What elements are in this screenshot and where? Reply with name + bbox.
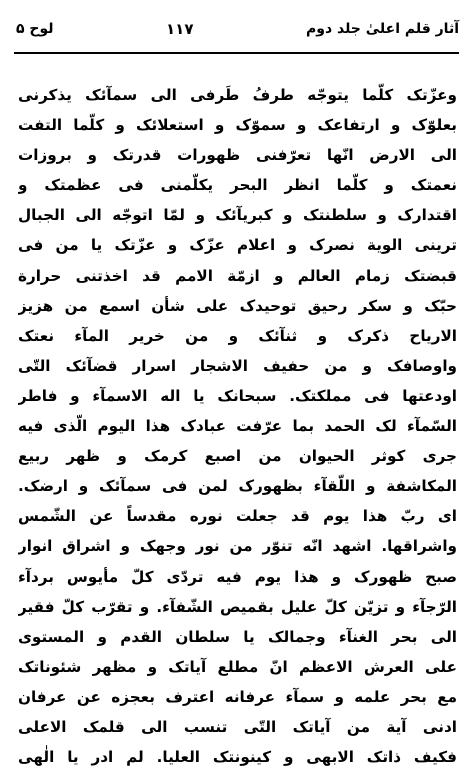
text-line: فکیف ذاتک الابهی و کینونتک العلیا. لم ادر یا الٰهی — [18, 748, 457, 767]
page-number: ۱۱۷ — [166, 20, 194, 38]
page-header — [16, 12, 459, 46]
text-line: حبّک و سکر رحیق توحیدک علی شأن اسمع من هزیز — [18, 296, 457, 315]
text-line: الی الارض انّها تعرّفنی ظهورات قدرتک و بروزات — [18, 146, 457, 165]
text-line: ادنی آیة من آیاتک التّی تنسب الی قلمک الاعلی — [18, 717, 457, 736]
text-line: علی العرش الاعظم انّ مطلع آیاتک و مظهر شئوناتک — [18, 657, 457, 676]
body-text — [18, 80, 457, 772]
text-line: واشراقها. اشهد انّه تنوّر من نور وجهک و اشراق انوار — [18, 537, 457, 556]
text-line: نعمتک و کلّما انظر البحر یکلّمنی فی عظمتک و — [18, 176, 457, 195]
header-rule — [14, 52, 459, 54]
text-line: السّمآء لک الحمد بما عرّفت عبادک هذا الیوم الّذی فیه — [18, 417, 457, 436]
text-line: اقتدارک و سلطنتک و کبریآئک و لمّا اتوجّه الی الجبال — [18, 206, 457, 225]
text-line: ترینی الویة نصرک و اعلام عزّک و عزّتک یا من فی — [18, 236, 457, 255]
tablet-label: لوح ۵ — [16, 21, 54, 37]
text-line: بعلوّک و ارتفاعک و سموّک و استعلائک و کلّما التفت — [18, 116, 457, 135]
text-line: الارياح ذکرک و ثنآئک و من خریر المآء نعتک — [18, 326, 457, 345]
text-line: وعزّتک کلّما یتوجّه طرفُ طَرفی الی سمآئک یذکرنی — [18, 86, 457, 104]
text-line: الی بحر الغنآء وجمالک یا سلطان القدم و المستوی — [18, 627, 457, 646]
text-line: قبضتک زمام العالم و ازمّة الامم قد اخذتنی حرارة — [18, 266, 457, 285]
book-title: آثار قلم اعلیٰ جلد دوم — [305, 21, 459, 37]
text-line: صبح ظهورک و هذا یوم فیه تردّی کلّ مأیوس بردآء — [18, 567, 457, 586]
text-line: واوصافک و من حفیف الاشجار اسرار قضآئک التّی — [18, 356, 457, 375]
text-line: الرّجآء و تزیّن کلّ علیل بقمیص الشّفآء. و تقرّب کلّ فقیر — [18, 597, 457, 616]
text-line: ای ربّ هذا یوم قد جعلت نوره مقدساً عن الشّمس — [18, 507, 457, 526]
text-line: اودعتها فی مملکتک. سبحانک یا اله الاسمآء و فاطر — [18, 386, 457, 405]
text-line: مع بحر علمه و سمآء عرفانه اعترف بعجزه عن عرفان — [18, 687, 457, 706]
text-line: المکاشفة و اللّقآء بظهورک لمن فی سمآئک و ارضک. — [18, 477, 457, 496]
text-line: جری کوثر الحیوان من اصبع کرمک و ظهر ربیع — [18, 447, 457, 466]
